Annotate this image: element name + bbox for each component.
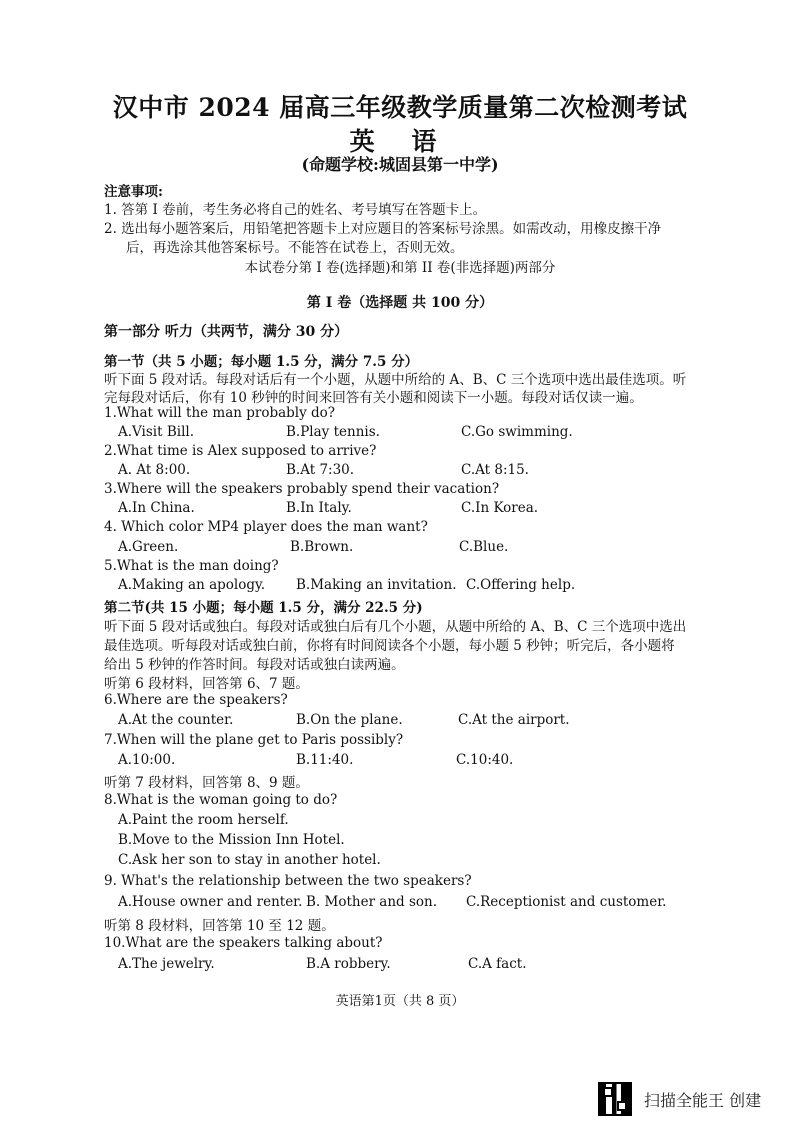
material-6-line: 听第 6 段材料，回答第 6、7 题。 [104, 676, 309, 692]
option-8a: A.Paint the room herself. [118, 812, 289, 828]
option-3c: C.In Korea. [461, 500, 539, 516]
option-9a: A.House owner and renter. [118, 894, 303, 910]
question-2: 2.What time is Alex supposed to arrive? [104, 443, 377, 459]
option-2a: A. At 8:00. [118, 462, 191, 478]
option-10b: B.A robbery. [306, 956, 391, 972]
subject-title: 英 语 [349, 127, 451, 156]
notice-heading: 注意事项: [104, 184, 163, 200]
option-4a: A.Green. [118, 539, 179, 555]
part1-heading: 第一部分 听力（共两节，满分 30 分） [104, 324, 349, 340]
notice-item-1: 1. 答第 I 卷前，考生务必将自己的姓名、考号填写在答题卡上。 [104, 202, 487, 218]
option-1c: C.Go swimming. [461, 424, 573, 440]
option-5a: A.Making an apology. [118, 577, 266, 593]
question-8: 8.What is the woman going to do? [104, 792, 338, 808]
section2-heading: 第二节(共 15 小题；每小题 1.5 分，满分 22.5 分) [104, 600, 423, 616]
option-1a: A.Visit Bill. [118, 424, 194, 440]
question-3: 3.Where will the speakers probably spend their vacation? [104, 481, 500, 497]
option-6b: B.On the plane. [296, 712, 403, 728]
question-10: 10.What are the speakers talking about? [104, 935, 383, 951]
watermark-text: 扫描全能王 创建 [644, 1090, 762, 1110]
paper-structure: 本试卷分第 I 卷(选择题)和第 II 卷(非选择题)两部分 [244, 260, 556, 276]
option-10c: C.A fact. [468, 956, 527, 972]
option-3b: B.In Italy. [286, 500, 352, 516]
option-8b: B.Move to the Mission Inn Hotel. [118, 832, 345, 848]
option-1b: B.Play tennis. [286, 424, 380, 440]
question-1: 1.What will the man probably do? [104, 405, 336, 421]
option-10a: A.The jewelry. [118, 956, 215, 972]
option-9b: B. Mother and son. [306, 894, 438, 910]
option-5b: B.Making an invitation. [296, 577, 457, 593]
question-4: 4. Which color MP4 player does the man want? [104, 519, 428, 535]
page-footer: 英语第1页（共 8 页） [335, 994, 465, 1009]
option-7b: B.11:40. [296, 752, 354, 768]
option-6a: A.At the counter. [118, 712, 234, 728]
section1-heading: 第一节（共 5 小题；每小题 1.5 分，满分 7.5 分） [104, 354, 419, 370]
option-7c: C.10:40. [456, 752, 514, 768]
option-8c: C.Ask her son to stay in another hotel. [118, 852, 381, 868]
school-line: (命题学校:城固县第一中学) [301, 155, 499, 174]
option-5c: C.Offering help. [466, 577, 576, 593]
option-3a: A.In China. [118, 500, 195, 516]
option-9c: C.Receptionist and customer. [466, 894, 667, 910]
option-4c: C.Blue. [459, 539, 509, 555]
option-6c: C.At the airport. [458, 712, 570, 728]
question-9: 9. What's the relationship between the two speakers? [104, 873, 472, 889]
notice-item-2a: 2. 选出每小题答案后，用铅笔把答题卡上对应题目的答案标号涂黑。如需改动，用橡皮擦干净 [104, 221, 662, 237]
question-6: 6.Where are the speakers? [104, 692, 288, 708]
option-2b: B.At 7:30. [286, 462, 355, 478]
material-8-line: 听第 8 段材料，回答第 10 至 12 题。 [104, 918, 335, 934]
section1-instruction-1: 听下面 5 段对话。每段对话后有一个小题，从题中所给的 A、B、C 三个选项中选出最佳选项。听 [104, 372, 687, 388]
volume-heading: 第 I 卷（选择题 共 100 分） [306, 295, 494, 311]
section2-instruction-1: 听下面 5 段对话或独白。每段对话或独白后有几个小题，从题中所给的 A、B、C 三个选项中选出 [104, 619, 687, 635]
notice-item-2b: 后，再选涂其他答案标号。不能答在试卷上，否则无效。 [126, 240, 464, 256]
section1-instruction-2: 完每段对话后，你有 10 秒钟的时间来回答有关小题和阅读下一小题。每段对话仅读一遍。 [104, 390, 643, 406]
option-4b: B.Brown. [290, 539, 354, 555]
option-7a: A.10:00. [118, 752, 176, 768]
section2-instruction-3: 给出 5 秒钟的作答时间。每段对话或独白读两遍。 [104, 657, 405, 673]
option-2c: C.At 8:15. [461, 462, 529, 478]
material-7-line: 听第 7 段材料，回答第 8、9 题。 [104, 775, 309, 791]
question-7: 7.When will the plane get to Paris possibly? [104, 732, 404, 748]
qr-code-icon [598, 1082, 632, 1116]
exam-title: 汉中市 2024 届高三年级教学质量第二次检测考试 [112, 93, 688, 122]
section2-instruction-2: 最佳选项。听每段对话或独白前，你将有时间阅读各个小题，每小题 5 秒钟；听完后，各小题将 [104, 638, 675, 654]
question-5: 5.What is the man doing? [104, 558, 279, 574]
scanner-watermark [598, 1082, 761, 1116]
